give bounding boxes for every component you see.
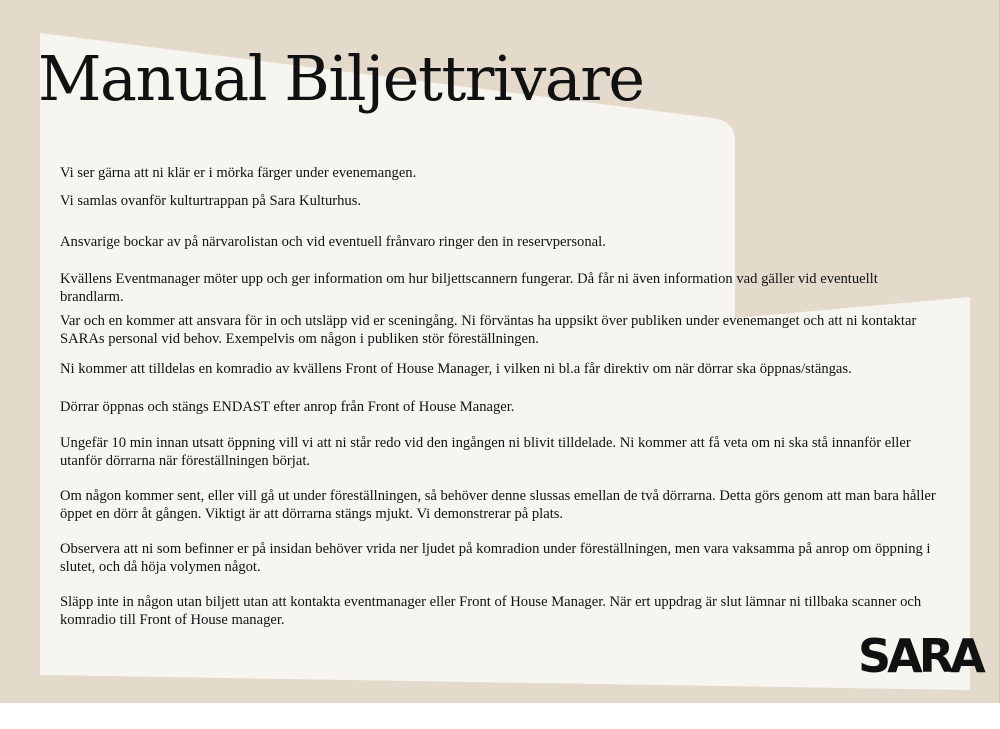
page-title: Manual Biljettrivare: [38, 42, 644, 115]
paragraph-meeting-place: Vi samlas ovanför kulturtrappan på Sara Kulturhus.: [60, 193, 362, 209]
paragraph-responsibility: Var och en kommer att ansvara för in och utsläpp vid er sceningång. Ni förväntas ha uppsikt över publiken under evenemanget och att ni kontaktar SARAs personal vid behov. Exempelvis om någon i publiken stör föreställningen.: [60, 313, 917, 347]
paragraph-event-manager: Kvällens Eventmanager möter upp och ger information om hur biljettscannern fungerar. Då får ni även information vad gäller vid eventuellt brandlarm.: [60, 271, 878, 305]
paragraph-radio-volume: Observera att ni som befinner er på insidan behöver vrida ner ljudet på komradion under föreställningen, men vara vaksamma på anrop om öppning i slutet, och då höja volymen något.: [60, 541, 931, 575]
paragraph-opening-time: Ungefär 10 min innan utsatt öppning vill vi att ni står redo vid den ingången ni blivit tilldelade. Ni kommer att få veta om ni ska stå innanför eller utanför dörrarna när föreställningen börjat.: [60, 435, 911, 469]
sara-logo: [858, 629, 982, 683]
paragraph-latecomers: Om någon kommer sent, eller vill gå ut under föreställningen, så behöver denne slussas emellan de två dörrarna. Detta görs genom att man bara håller öppet en dörr åt gången. Viktigt är att dörrarna stängs mjukt. Vi demonstrerar på plats.: [60, 488, 936, 522]
sara-logo-text: SARA: [858, 629, 982, 683]
paragraph-radio: Ni kommer att tilldelas en komradio av kvällens Front of House Manager, i vilken ni bl.a får direktiv om när dörrar ska öppnas/stängas.: [60, 361, 852, 377]
paragraph-attendance: Ansvarige bockar av på närvarolistan och vid eventuell frånvaro ringer den in reservpersonal.: [60, 234, 606, 250]
paragraph-dress-code: Vi ser gärna att ni klär er i mörka färger under evenemangen.: [60, 165, 417, 181]
paragraph-tickets: Släpp inte in någon utan biljett utan att kontakta eventmanager eller Front of House Manager. När ert uppdrag är slut lämnar ni tillbaka scanner och komradio till Front of House manager.: [60, 594, 922, 628]
paragraph-doors: Dörrar öppnas och stängs ENDAST efter anrop från Front of House Manager.: [60, 399, 515, 415]
